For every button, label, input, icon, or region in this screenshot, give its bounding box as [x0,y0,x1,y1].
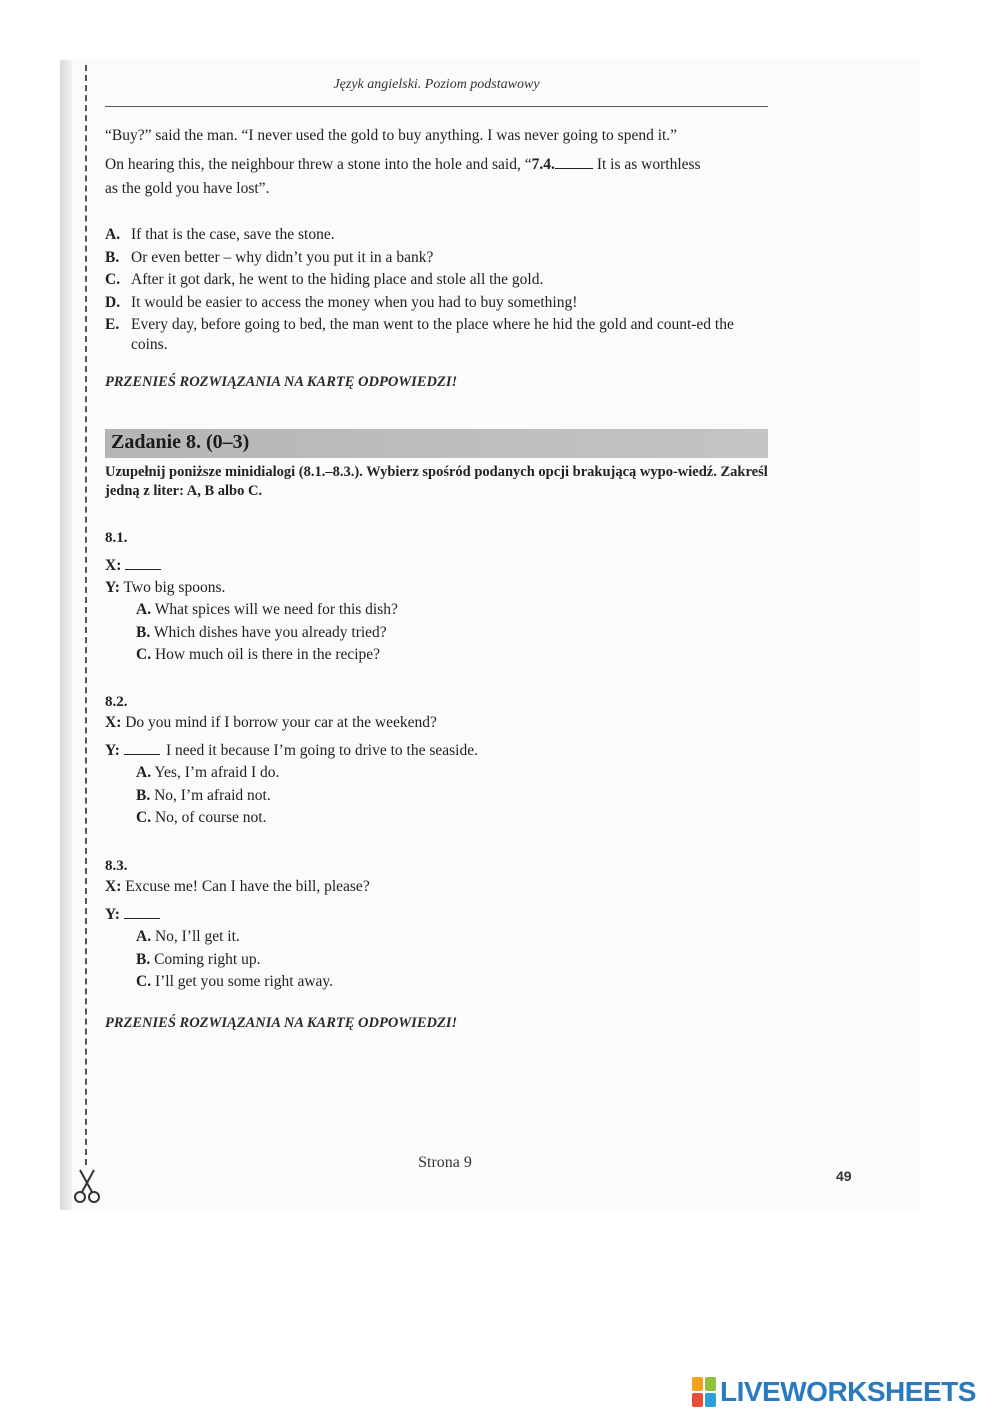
answer-gap [124,906,160,919]
header-title: Język angielski. Poziom podstawowy [333,77,540,92]
dialogue-8-2 [105,692,770,830]
answer-gap [555,156,593,169]
story-line-2: On hearing this, the neighbour threw a stone into the hole and said, “7.4. It is as worthless [105,156,701,173]
story-line-3: as the gold you have lost”. [105,180,270,197]
dialogue-options [136,926,770,994]
dialogue-x-line: X: Do you mind if I borrow your car at the weekend? [105,714,437,731]
option-d: D. It would be easier to access the money when you had to buy something! [105,293,578,311]
dialogue-x-line: X: [105,555,770,577]
option-c: C. I’ll get you some right away. [136,973,334,990]
dialogue-8-3 [105,856,770,994]
option-a: A. No, I’ll get it. [136,928,240,945]
scissors-icon [72,1168,102,1204]
brand-name: LIVEWORKSHEETS [720,1376,976,1407]
dialogue-options [136,599,770,667]
option-b: B. Or even better – why didn’t you put it in a bank? [105,248,434,266]
dialogue-y-line: Y: Two big spoons. [105,579,226,596]
dialogue-options [136,762,770,830]
task-title: Zadanie 8. (0–3) [111,431,250,453]
option-a: A. Yes, I’m afraid I do. [136,764,280,781]
dialogue-number: 8.3. [105,858,128,874]
option-b: B. Which dishes have you already tried? [136,623,387,641]
task-instruction: Uzupełnij poniższe minidialogi (8.1.–8.3.). Wybierz spośród podanych opcji brakującą wypo-wiedź. Zakreśl jedną z liter: A, B albo C. [105,464,768,499]
option-a: A. If that is the case, save the stone. [105,226,335,243]
answer-gap [124,742,160,755]
header-rule [105,106,768,107]
option-a: A. What spices will we need for this dish? [136,601,398,618]
dialogue-number: 8.2. [105,694,128,710]
dialogue-8-1 [105,528,770,667]
dialogue-y-line: Y: [105,904,770,926]
option-b: B. Coming right up. [136,950,261,968]
task-header-bar [105,429,768,458]
task7-options [105,225,770,358]
dialogue-x-line: X: Excuse me! Can I have the bill, please? [105,878,370,895]
dialogue-y-line: Y: I need it because I’m going to drive to the seaside. [105,742,478,759]
liveworksheets-logo-icon [692,1377,716,1407]
page-number: 49 [836,1168,852,1184]
story-line-1: “Buy?” said the man. “I never used the gold to buy anything. I was never going to spend it.” [105,127,678,144]
option-b: B. No, I’m afraid not. [136,786,271,804]
option-e: E. Every day, before going to bed, the man went to the place where he hid the gold and count-ed the coins. [105,316,734,353]
transfer-note-1: PRZENIEŚ ROZWIĄZANIA NA KARTĘ ODPOWIEDZI! [105,374,458,390]
answer-gap [125,557,161,570]
liveworksheets-brand[interactable] [692,1375,976,1409]
gap-label: 7.4. [531,156,555,173]
cut-line [85,65,87,1165]
page-footer-label: Strona 9 [418,1154,472,1171]
option-c: C. After it got dark, he went to the hiding place and stole all the gold. [105,271,544,288]
option-c: C. No, of course not. [136,809,267,826]
transfer-note-2: PRZENIEŚ ROZWIĄZANIA NA KARTĘ ODPOWIEDZI! [105,1015,458,1031]
binding-shadow [60,60,72,1210]
option-c: C. How much oil is there in the recipe? [136,646,381,663]
dialogue-number: 8.1. [105,530,128,546]
